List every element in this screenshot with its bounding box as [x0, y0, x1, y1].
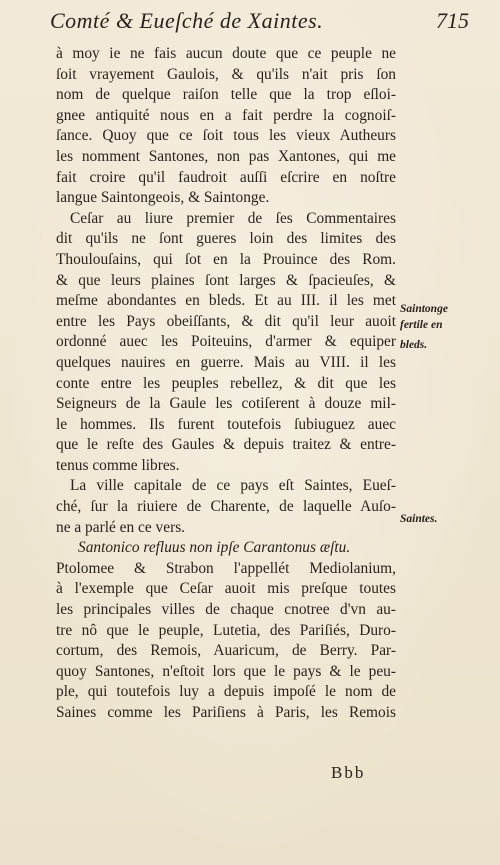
- text-line: ſance. Quoy que ce ſoit tous les vieux Autheurs: [56, 127, 396, 145]
- text-line: le hommes. Ils furent toutefois ſubiuguez auec: [56, 415, 396, 433]
- page-number: 715: [436, 8, 469, 33]
- text-line: ordonné auec les Poiteuins, d'armer & equiper: [56, 333, 396, 351]
- text-line: & que leurs plaines ſont larges & ſpacieuſes, &: [56, 271, 396, 289]
- text-line: quelques nauires en guerre. Mais au VIII. il les: [56, 353, 396, 371]
- paragraph-start-line: Ceſar au liure premier de ſes Commentaires: [70, 209, 396, 227]
- text-line: ne a parlé en ce vers.: [56, 518, 186, 536]
- text-line: ple, qui toutefois luy a depuis impoſé le nom de: [56, 683, 396, 701]
- header-title: Comté & Eueſché de Xaintes.: [50, 8, 324, 33]
- text-line: ſoit vrayement Gaulois, & qu'ils n'ait pris ſon: [56, 65, 396, 83]
- text-line: nom de quelque raiſon telle que la trop eſloi-: [56, 86, 396, 104]
- text-line: ché, ſur la riuiere de Charente, de laquelle Auſo-: [56, 498, 396, 516]
- text-line: Ptolomee & Strabon l'appellét Mediolanium,: [56, 559, 396, 577]
- margin-note-fertile: fertile en: [400, 319, 443, 331]
- text-line: cortum, des Remois, Auaricum, de Berry. Par-: [56, 642, 396, 660]
- text-line: conte entre les peuples rebellez, & dit que les: [56, 374, 396, 392]
- margin-note-bleds: bleds.: [400, 339, 428, 351]
- text-line: dit qu'ils ne ſont gueres loin des limites des: [56, 230, 396, 248]
- text-line: Thoulouſains, qui ſot en la Prouince des Rom.: [56, 250, 396, 268]
- text-line: tenus comme libres.: [56, 456, 180, 474]
- signature-mark: Bbb: [331, 763, 366, 782]
- text-line: les nomment Santones, non pas Xantones, qui me: [56, 147, 396, 165]
- text-line: meſme abondantes en bleds. Et au III. il les met: [56, 292, 396, 310]
- text-line: que le reſte des Gaules & depuis traitez & entre-: [56, 436, 396, 454]
- text-line: Seigneurs de la Gaule les cotiſerent à douze mil-: [56, 395, 396, 413]
- text-line: fait croire qu'il faudroit auſſi eſcrire en noſtre: [56, 168, 396, 186]
- text-line: langue Saintongeois, & Saintonge.: [56, 189, 270, 207]
- text-line: à moy ie ne fais aucun doute que ce peuple ne: [56, 45, 396, 62]
- text-line: gnee antiquité nous en a fait perdre la cognoiſ-: [56, 106, 396, 124]
- text-line: Saines comme les Pariſiens à Paris, les Remois: [56, 704, 396, 721]
- margin-note-saintonge: Saintonge: [400, 303, 448, 315]
- paragraph-start-line: La ville capitale de ce pays eſt Saintes, Eueſ-: [70, 477, 396, 495]
- margin-note-saintes: Saintes.: [400, 513, 438, 525]
- text-line: à l'exemple que Ceſar auoit mis preſque toutes: [56, 580, 396, 598]
- text-line: tre nô que le peuple, Lutetia, des Pariſiés, Duro-: [56, 621, 396, 639]
- text-line: entre les Pays obeiſſants, & dit qu'il leur auoit: [56, 312, 396, 330]
- body-text: [56, 44, 396, 724]
- verse-quote: Santonico refluus non ipſe Carantonus æſtu.: [78, 539, 351, 557]
- running-header: [0, 2, 500, 36]
- text-line: les principales villes de chaque cnotree d'vn au-: [56, 601, 396, 619]
- text-line: quoy Santones, n'eſtoit lors que le pays & le peu-: [56, 662, 396, 680]
